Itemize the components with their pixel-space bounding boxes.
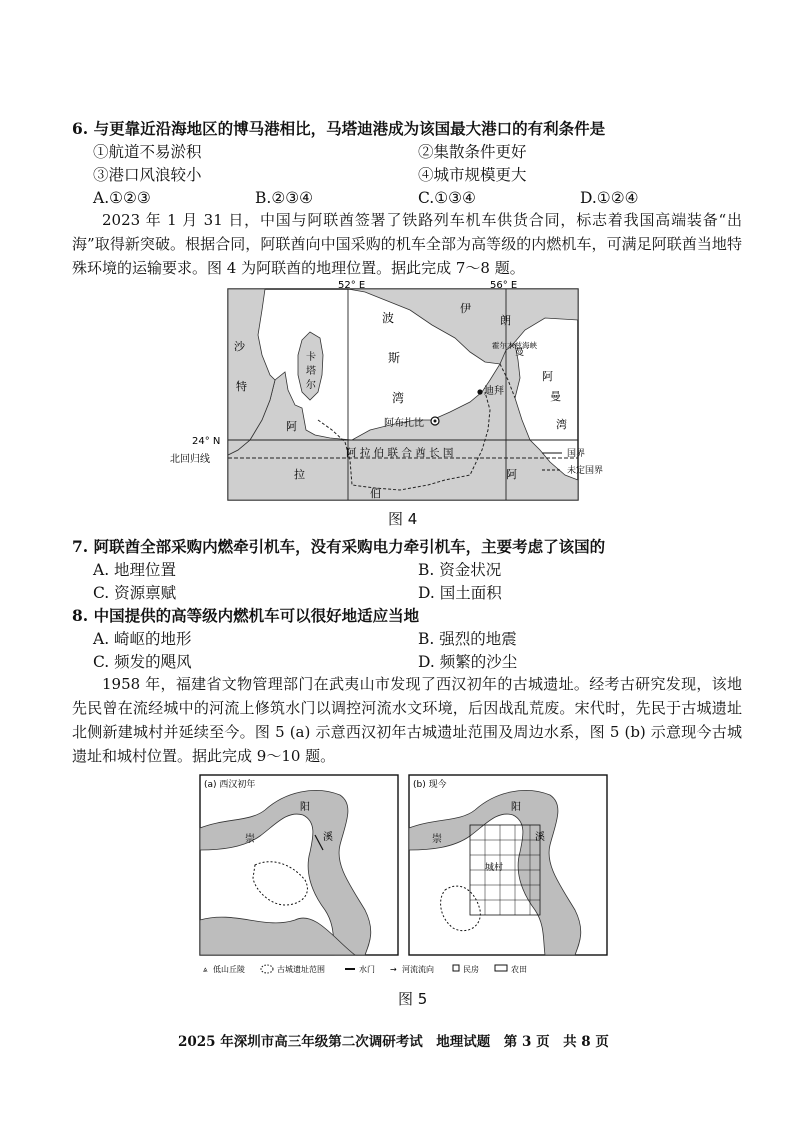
figure-5a-panel — [200, 775, 398, 955]
panel-b-river-1: 崇 — [432, 834, 442, 845]
panel-a-river-2: 阳 — [300, 802, 310, 813]
abu-dhabi-capital-dot — [434, 420, 437, 423]
q6-stem: 6. 与更靠近沿海地区的博马港相比，马塔迪港成为该国最大港口的有利条件是 — [72, 119, 606, 138]
label-saudi-2: 特 — [236, 380, 247, 393]
q7-stem: 7. 阿联酋全部采购内燃牵引机车，没有采购电力牵引机车，主要考虑了该国的 — [72, 537, 606, 556]
label-gulf-of-oman-3: 湾 — [556, 418, 567, 431]
figure-4-map — [170, 280, 604, 505]
label-qatar-3: 尔 — [306, 380, 316, 391]
legend-farmland: 农田 — [511, 965, 527, 974]
label-persian-gulf-1: 波 — [382, 311, 395, 325]
panel-b-river-3: 溪 — [535, 832, 545, 843]
legend-house: 民房 — [463, 965, 479, 974]
legend-gate: 水门 — [359, 965, 375, 974]
label-persian-gulf-3: 湾 — [392, 391, 405, 405]
q6-option-a: A.①②③ — [93, 189, 151, 207]
q6-option-b: B.②③④ — [255, 189, 314, 207]
label-iran-2: 朗 — [500, 314, 511, 327]
legend-flow: 河流流向 — [402, 965, 434, 974]
page-footer: 2025 年深圳市高三年级第二次调研考试 地理试题 第 3 页 共 8 页 — [178, 1034, 609, 1050]
label-qatar-1: 卡 — [306, 352, 316, 363]
legend-hills-icon: ⩓ — [203, 965, 208, 974]
q7-option-b: B. 资金状况 — [418, 561, 502, 579]
label-persian-gulf-2: 斯 — [388, 351, 401, 365]
lon-label-56: 56° E — [490, 280, 518, 291]
label-gulf-of-oman-1: 阿 — [542, 370, 553, 383]
figure-4-caption: 图 4 — [388, 510, 418, 528]
label-saudi-4: 拉 — [294, 468, 305, 481]
label-oman-2: 曼 — [515, 348, 525, 358]
panel-b-river-2: 阳 — [511, 802, 521, 813]
q8-option-d: D. 频繁的沙尘 — [418, 653, 518, 671]
q6-option-d: D.①②④ — [580, 189, 639, 207]
label-uae: 阿 拉 伯 联 合 酋 长 国 — [346, 447, 454, 459]
label-oman-1: 阿 — [506, 468, 517, 481]
legend-city: 古城遗址范围 — [277, 965, 325, 974]
legend-undetermined-label: 未定国界 — [567, 466, 604, 476]
intro-paragraph-1: 2023 年 1 月 31 日，中国与阿联酋签署了铁路列车机车供货合同，标志着我国高端装备“出海”取得新突破。根据合同，阿联酋向中国采购的机车全部为高等级的内燃机车，可满足阿联酋当地特殊环境的运输要求。图 4 为阿联酋的地理位置。据此完成 7～8 题。 — [72, 211, 742, 277]
panel-a-river-3: 溪 — [323, 832, 333, 843]
label-gulf-of-oman-2: 曼 — [550, 390, 561, 403]
label-hormuz: 霍尔木兹海峡 — [492, 341, 537, 350]
legend-farmland-icon — [495, 965, 507, 971]
label-dubai: 迪拜 — [484, 386, 504, 397]
q7-option-c: C. 资源禀赋 — [93, 584, 177, 602]
legend-house-icon — [453, 965, 459, 971]
legend-flow-icon: → — [390, 965, 397, 974]
intro-paragraph-2: 1958 年，福建省文物管理部门在武夷山市发现了西汉初年的古城遗址。经考古研究发现，该地先民曾在流经城中的河流上修筑水门以调控河流水文环境，后因战乱荒废。宋代时，先民于古城遗址北侧新建城村并延续至今。图 5 (a) 示意西汉初年古城遗址范围及周边水系，图 5 (b) 示意现今古城遗址和城村位置。据此完成 9～10 题。 — [72, 675, 742, 765]
q6-item-2: ②集散条件更好 — [418, 143, 527, 161]
panel-b-title: (b) 现今 — [413, 780, 447, 790]
figure-5b-panel — [409, 775, 607, 955]
q8-option-b: B. 强烈的地震 — [418, 630, 517, 648]
dubai-marker — [477, 389, 482, 394]
label-iran-1: 伊 — [460, 302, 471, 315]
q7-option-d: D. 国土面积 — [418, 584, 502, 602]
label-qatar-2: 塔 — [306, 366, 316, 377]
figure-5-caption: 图 5 — [398, 990, 428, 1008]
legend-city-icon — [261, 965, 273, 973]
lat-label-tropic: 北回归线 — [170, 454, 210, 465]
q8-option-a: A. 崎岖的地形 — [93, 630, 192, 648]
legend-hills: 低山丘陵 — [213, 965, 245, 974]
legend-border-label: 国界 — [567, 449, 586, 459]
panel-a-river-1: 崇 — [245, 834, 255, 845]
q6-item-3: ③港口风浪较小 — [93, 166, 202, 184]
label-saudi-5: 伯 — [370, 487, 381, 500]
label-saudi-3: 阿 — [286, 420, 297, 433]
lat-label-24: 24° N — [192, 436, 221, 447]
label-abu-dhabi: 阿布扎比 — [384, 418, 424, 429]
q6-item-1: ①航道不易淤积 — [93, 143, 202, 161]
panel-b-village-label: 城村 — [485, 863, 504, 873]
q7-option-a: A. 地理位置 — [93, 561, 177, 579]
lon-label-52: 52° E — [338, 280, 366, 291]
q6-item-4: ④城市规模更大 — [418, 166, 527, 184]
panel-a-title: (a) 西汉初年 — [204, 780, 256, 790]
q6-option-c: C.①③④ — [418, 189, 476, 207]
figure-5-legend — [203, 964, 527, 974]
figure-5-map — [195, 770, 615, 985]
q8-option-c: C. 频发的飓风 — [93, 653, 192, 671]
q8-stem: 8. 中国提供的高等级内燃机车可以很好地适应当地 — [72, 606, 420, 625]
label-saudi-1: 沙 — [234, 340, 245, 353]
